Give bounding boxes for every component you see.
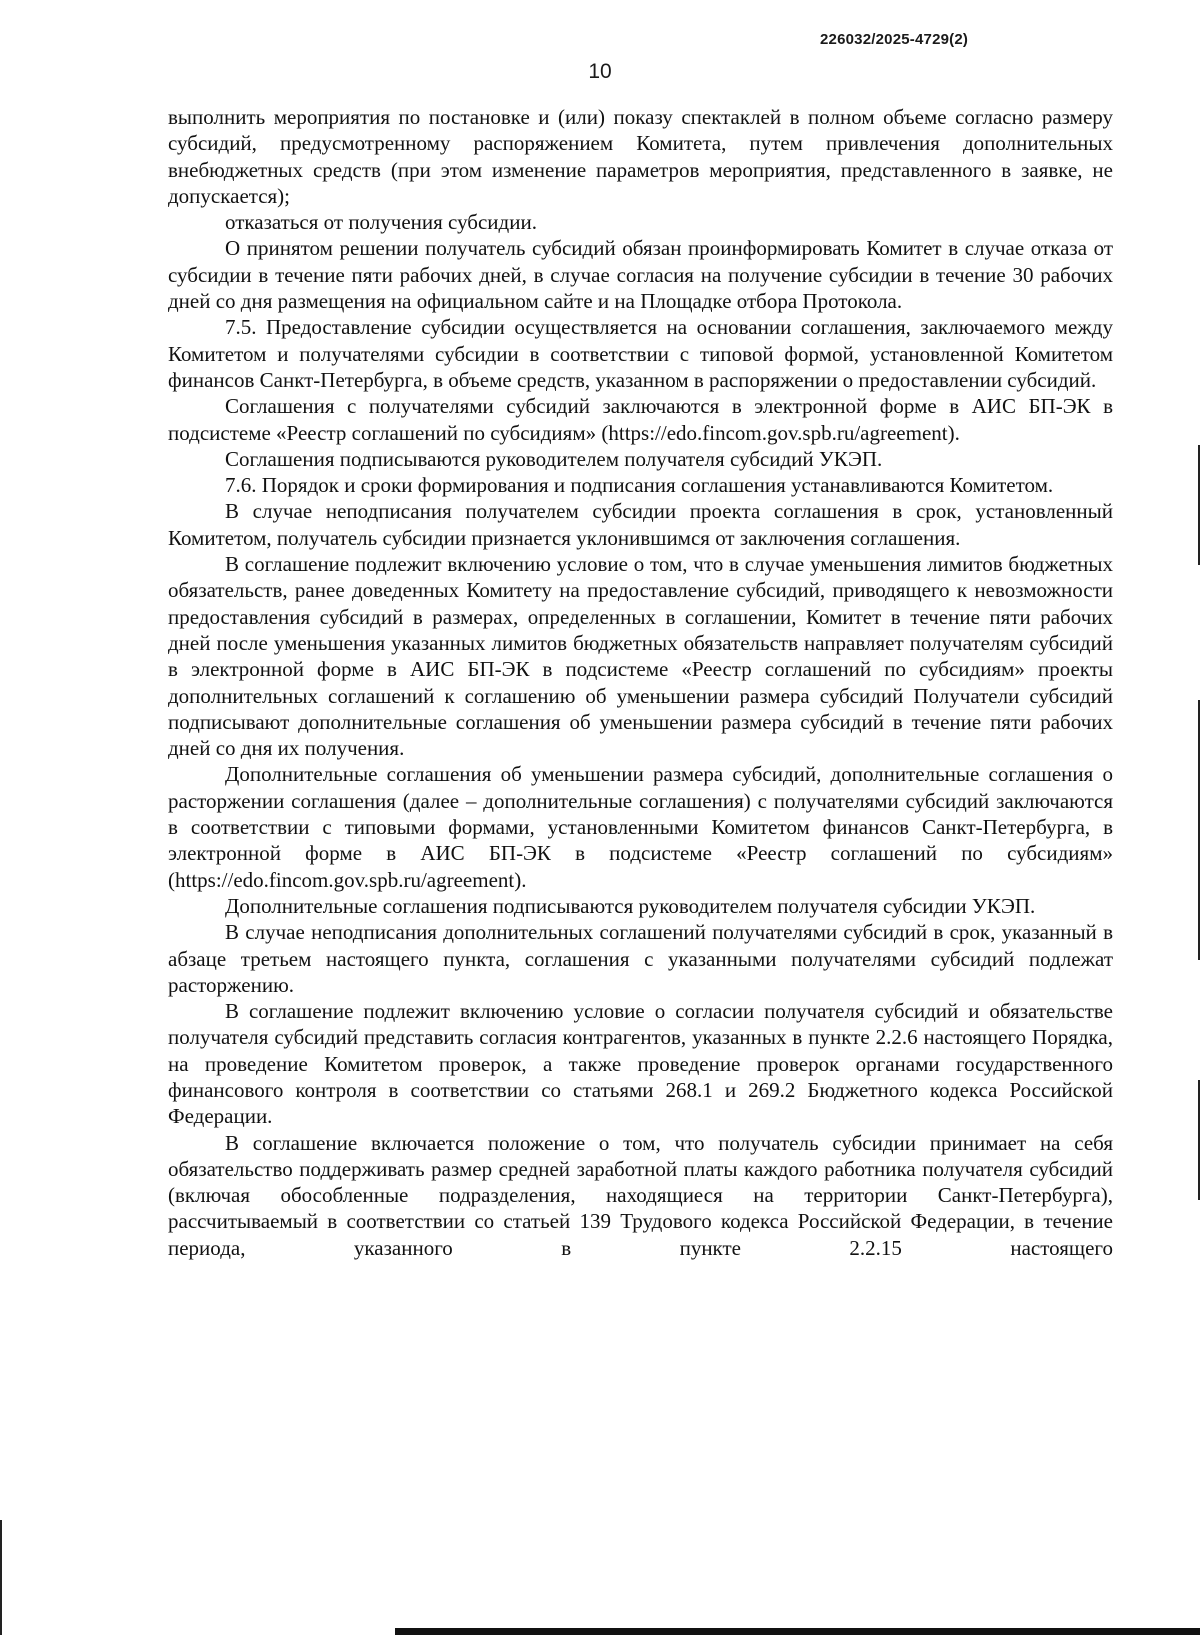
paragraph: В соглашение включается положение о том, что получатель субсидии принимает на себя обязательство поддерживать размер средней заработной платы каждого работника получателя субсидий (включая обособленные подразделения, находящиеся на территории Санкт-Петербурга), рассчитываемый в соответствии со статьей 139 Трудового кодекса Российской Федерации, в течение периода, указанного в пункте 2.2.15 настоящего	[168, 1130, 1113, 1260]
paragraph: Дополнительные соглашения подписываются руководителем получателя субсидии УКЭП.	[225, 893, 1036, 918]
paragraph: О принятом решении получатель субсидий обязан проинформировать Комитет в случае отказа от субсидии в течение пяти рабочих дней, в случае согласия на получение субсидии в течение 30 рабочих дней со дня размещения на официальном сайте и на Площадке отбора Протокола.	[168, 236, 1113, 314]
page-number: 10	[588, 60, 612, 83]
scan-bottom-edge	[395, 1628, 1200, 1635]
paragraph-section-7-5: 7.5. Предоставление субсидии осуществляется на основании соглашения, заключаемого между Комитетом и получателями субсидии в соответствии с типовой формой, установленной Комитетом финансов Санкт-Петербурга, в объеме средств, указанном в распоряжении о предоставлении субсидий.	[168, 315, 1113, 392]
paragraph-section-7-6: 7.6. Порядок и сроки формирования и подписания соглашения устанавливаются Комитетом.	[225, 473, 1054, 498]
paragraph: Соглашения с получателями субсидий заключаются в электронной форме в АИС БП-ЭК в подсистеме «Реестр соглашений по субсидиям» (https://edo.fincom.gov.spb.ru/agreement).	[168, 394, 1113, 445]
document-registration-number: 226032/2025-4729(2)	[820, 31, 969, 48]
scan-edge-mark	[0, 1520, 2, 1635]
paragraph: выполнить мероприятия по постановке и (или) показу спектаклей в полном объеме согласно размеру субсидий, предусмотренному распоряжением Комитета, путем привлечения дополнительных внебюджетных средств (при этом изменение параметров мероприятия, представленного в заявке, не допускается);	[168, 105, 1113, 208]
paragraph: В случае неподписания получателем субсидии проекта соглашения в срок, установленный Комитетом, получатель субсидии признается уклонившимся от заключения соглашения.	[168, 499, 1113, 550]
document-body	[168, 104, 1113, 1261]
paragraph: В соглашение подлежит включению условие о том, что в случае уменьшения лимитов бюджетных обязательств, ранее доведенных Комитету на предоставление субсидий, приводящего к невозможности предоставления субсидий в размерах, определенных в соглашении, Комитет в течение пяти рабочих дней после уменьшения указанных лимитов бюджетных обязательств направляет получателям субсидий в электронной форме в АИС БП-ЭК в подсистеме «Реестр соглашений по субсидиям» проекты дополнительных соглашений к соглашению об уменьшении размера субсидий Получатели субсидий подписывают дополнительные соглашения об уменьшении размера субсидий в течение пяти рабочих дней со дня их получения.	[168, 552, 1113, 761]
paragraph: В случае неподписания дополнительных соглашений получателями субсидий в срок, указанный в абзаце третьем настоящего пункта, соглашения с указанными получателями субсидий подлежат расторжению.	[168, 920, 1113, 997]
paragraph: Дополнительные соглашения об уменьшении размера субсидий, дополнительные соглашения о расторжении соглашения (далее – дополнительные соглашения) с получателями субсидий заключаются в соответствии с типовыми формами, установленными Комитетом финансов Санкт-Петербурга, в электронной форме в АИС БП-ЭК в подсистеме «Реестр соглашений по субсидиям» (https://edo.fincom.gov.spb.ru/agreement).	[168, 762, 1113, 892]
paragraph: отказаться от получения субсидии.	[225, 210, 537, 235]
paragraph: В соглашение подлежит включению условие о согласии получателя субсидий и обязательстве получателя субсидий представить согласия контрагентов, указанных в пункте 2.2.6 настоящего Порядка, на проведение Комитетом проверок, а также проведение проверок органами государственного финансового контроля в соответствии со статьями 268.1 и 269.2 Бюджетного кодекса Российской Федерации.	[168, 999, 1113, 1129]
paragraph: Соглашения подписываются руководителем получателя субсидий УКЭП.	[225, 446, 883, 471]
